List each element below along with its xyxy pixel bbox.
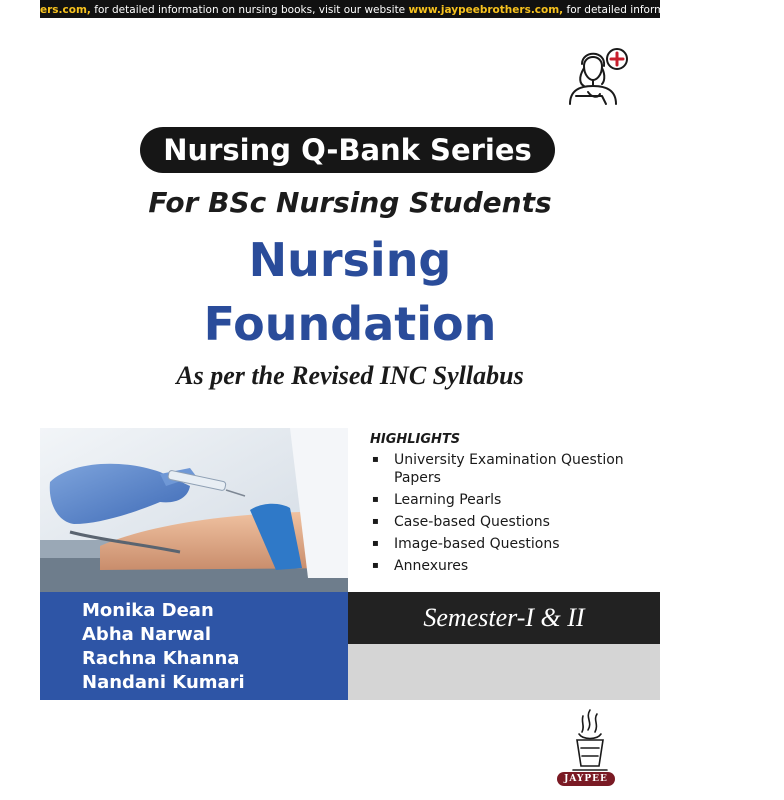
banner-link-text: www.jaypeebrothers.com, (408, 4, 564, 16)
bullet-icon: ▪ (372, 516, 379, 527)
book-title (0, 228, 700, 356)
book-title-line: Foundation (203, 297, 497, 351)
bullet-icon: ▪ (372, 538, 379, 549)
semester-label: Semester-I & II (348, 592, 660, 644)
cover-photo (40, 428, 348, 592)
banner-text: ers.com, (40, 4, 91, 16)
book-title-line: Nursing (248, 233, 452, 287)
author-name: Abha Narwal (82, 624, 212, 645)
author-name: Nandani Kumari (82, 672, 245, 693)
publisher-name: JAYPEE (557, 772, 615, 786)
author-name: Monika Dean (82, 600, 214, 621)
series-label: Nursing Q-Bank Series (140, 127, 555, 173)
list-item (370, 491, 660, 509)
highlights-list (370, 451, 660, 575)
bullet-icon: ▪ (372, 494, 379, 505)
list-item (370, 451, 660, 487)
banner-text: for detailed information on nursing books (563, 4, 784, 16)
highlight-text: Case-based Questions (394, 514, 550, 530)
book-subtitle: For BSc Nursing Students (148, 186, 552, 219)
list-item (370, 535, 660, 553)
highlight-text: Learning Pearls (394, 492, 502, 508)
author-name: Rachna Khanna (82, 648, 240, 669)
list-item (370, 557, 660, 575)
syllabus-note: As per the Revised INC Syllabus (176, 361, 524, 390)
bullet-icon: ▪ (372, 560, 379, 571)
grey-band (348, 644, 660, 700)
nurse-logo-icon (562, 44, 632, 106)
highlights-heading: HIGHLIGHTS (370, 432, 461, 447)
authors-block (40, 592, 348, 700)
highlight-text: University Examination Question Papers (394, 452, 624, 486)
list-item (370, 513, 660, 531)
highlights-box (370, 432, 660, 579)
highlight-text: Annexures (394, 558, 469, 574)
banner-text: for detailed information on nursing books, visit our website (90, 4, 409, 16)
highlight-text: Image-based Questions (394, 536, 560, 552)
bullet-icon: ▪ (372, 454, 379, 465)
top-banner (40, 0, 784, 18)
